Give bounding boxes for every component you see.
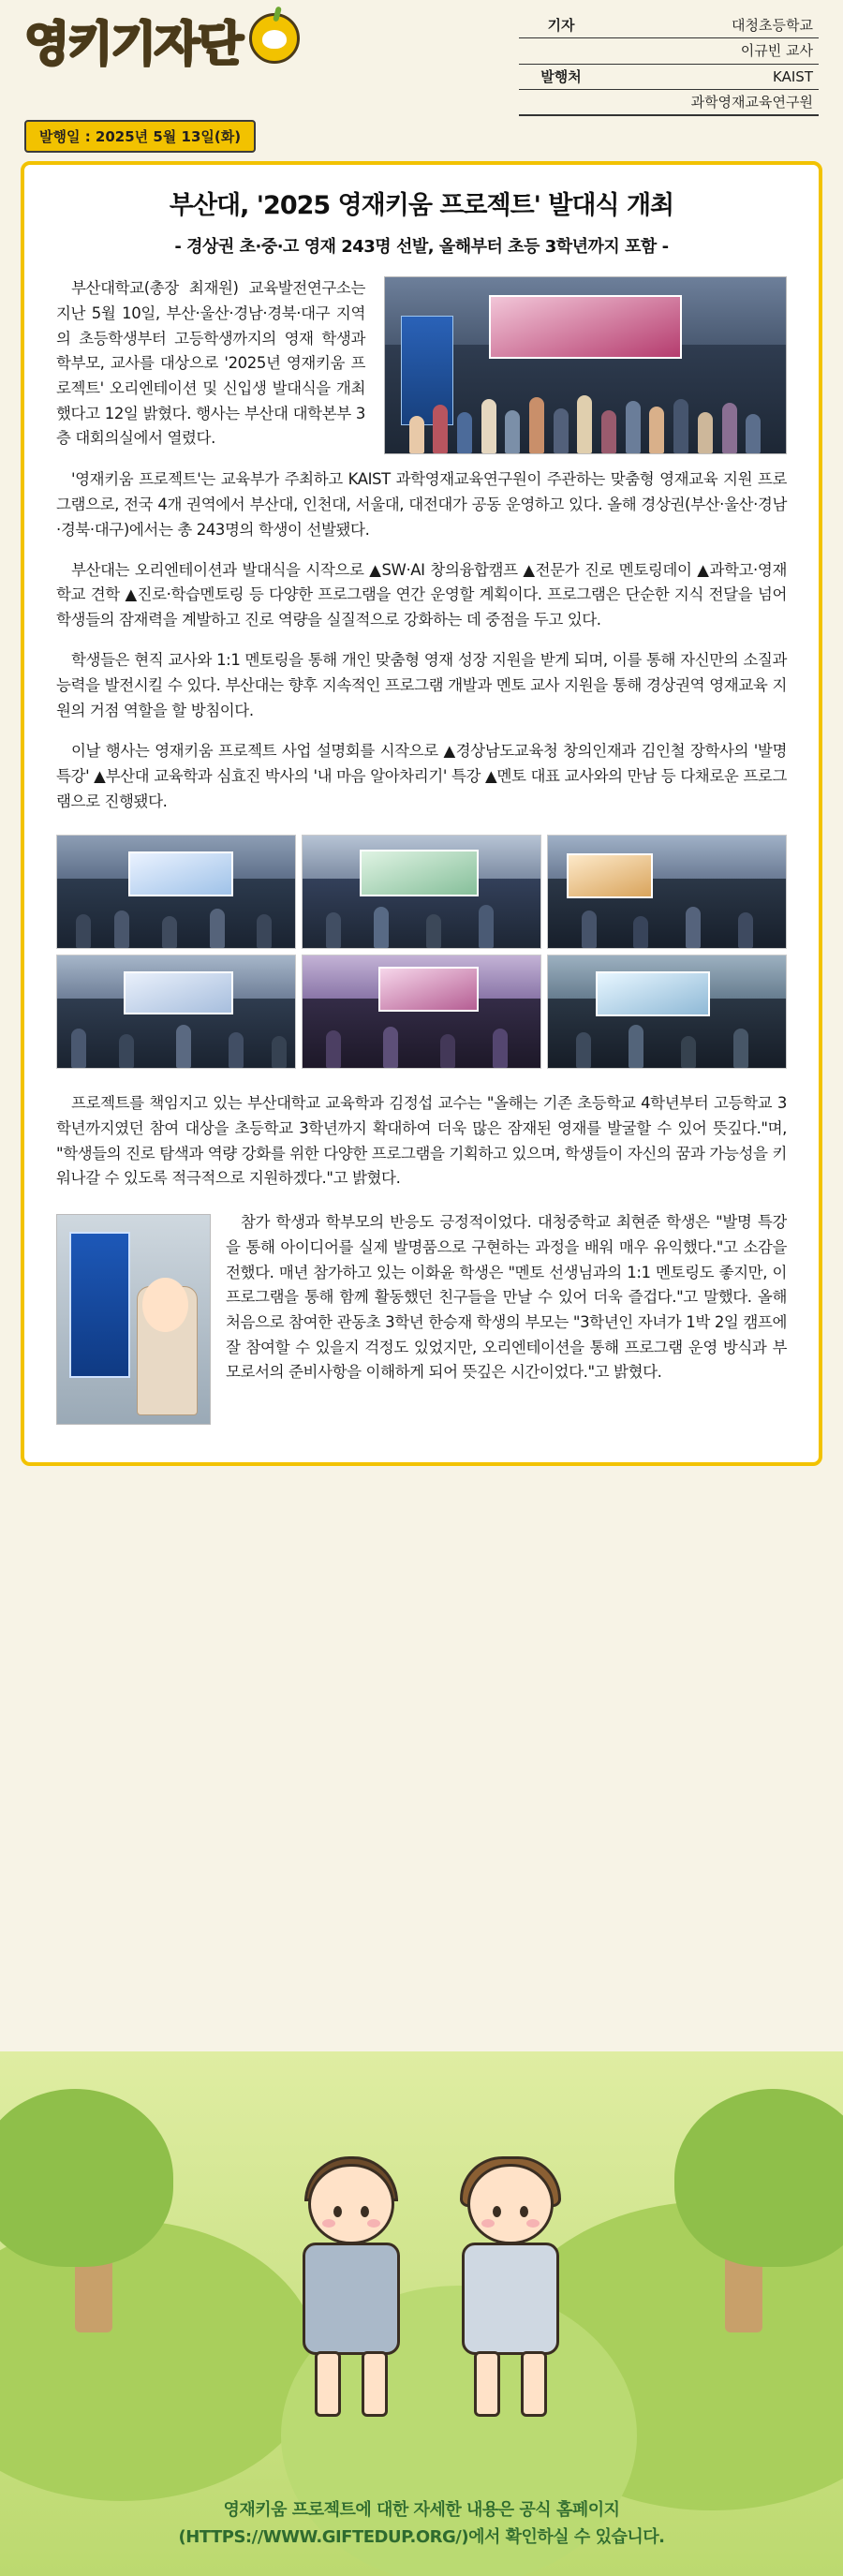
illustration-boy — [281, 2164, 422, 2445]
side-photo — [56, 1214, 211, 1425]
meta-value: 대청초등학교 — [603, 13, 819, 38]
article-paragraph: 프로젝트를 책임지고 있는 부산대학교 교육학과 김정섭 교수는 "올해는 기존 초등학교 4학년부터 고등학교 3학년까지였던 참여 대상을 초등학교 3학년까지 확대하여 더욱 많은 잠재된 영재를 발굴할 수 있어 뜻깊다."며, "학생들의 진로 탐색과 역량 강화를 위한 다양한 프로그램을 기획하고 있으며, 학생들이 자신의 꿈과 가능성을 키워나갈 수 있도록 적극적으로 지원하겠다."고 밝혔다. — [56, 1094, 787, 1188]
article-lead: 부산대학교(총장 최재원) 교육발전연구소는 지난 5월 10일, 부산·울산·경남·경북·대구 지역의 초등학생부터 고등학생까지의 영재 학생과 학부모, 교사를 대상으로 '2025년 영재키움 프로젝트' 오리엔테이션 및 신입생 발대식을 개최했다고 12일 밝혔다. 행사는 부산대 대학본부 3층 대회의실에서 열렸다. — [56, 279, 365, 448]
masthead-meta-table — [519, 13, 819, 116]
face-icon — [467, 2164, 554, 2244]
table-row — [519, 38, 819, 64]
footer-note-line1: 영재키움 프로젝트에 대한 자세한 내용은 공식 홈페이지 — [223, 2500, 620, 2521]
article-paragraph: 부산대는 오리엔테이션과 발대식을 시작으로 ▲SW·AI 창의융합캠프 ▲전문가 진로 멘토링데이 ▲과학고·영재학교 견학 ▲진로·학습멘토링 등 다양한 프로그램을 연간 운영할 계획이다. 프로그램은 단순한 지식 전달을 넘어 학생들의 잠재력을 계발하고 진로 역량을 실질적으로 강화하는 데 중점을 두고 있다. — [56, 560, 787, 629]
photo-grid — [56, 835, 787, 1069]
article-paragraph: 학생들은 현직 교사와 1:1 멘토링을 통해 개인 맞춤형 영재 성장 지원을 받게 되며, 이를 통해 자신만의 소질과 능력을 발전시킬 수 있다. 부산대는 향후 지속적인 프로그램 개발과 멘토 교사 지원을 통해 경상권역 영재교육 지원의 거점 역할을 할 방침이다. — [56, 651, 787, 719]
footer-illustration — [0, 2051, 843, 2576]
grid-photo — [547, 955, 787, 1069]
lead-block — [56, 276, 787, 454]
page-title: 부산대, '2025 영재키움 프로젝트' 발대식 개최 — [169, 191, 674, 220]
grid-photo — [547, 835, 787, 949]
lead-photo — [384, 276, 787, 454]
table-row — [519, 13, 819, 38]
publish-date-badge: 발행일 : 2025년 5월 13일(화) — [24, 120, 256, 153]
article-paragraph: '영재키움 프로젝트'는 교육부가 주최하고 KAIST 과학영재교육연구원이 주관하는 맞춤형 영재교육 지원 프로그램으로, 전국 4개 권역에서 부산대, 인천대, 서울대, 대전대가 공동 운영하고 있다. 올해 경상권(부산·울산·경남·경북·대구)에서는 총 243명의 학생이 선발됐다. — [56, 470, 787, 539]
uniform — [303, 2243, 400, 2355]
illustration-girl — [440, 2164, 581, 2445]
stage-screen — [489, 295, 681, 359]
footer-note-line2: (HTTPS://WWW.GIFTEDUP.ORG/)에서 확인하실 수 있습니다. — [178, 2527, 665, 2548]
grid-photo — [56, 835, 296, 949]
face-icon — [308, 2164, 394, 2244]
meta-value: 이규빈 교사 — [603, 38, 819, 64]
sprout-badge-icon — [249, 13, 300, 64]
meta-key — [519, 38, 603, 64]
table-row — [519, 64, 819, 89]
article-paragraph: 참가 학생과 학부모의 반응도 긍정적이었다. 대청중학교 최현준 학생은 "발명 특강을 통해 아이디어를 실제 발명품으로 구현하는 과정을 배워 매우 유익했다."고 소감을 전했다. 매년 참가하고 있는 이화윤 학생은 "멘토 선생님과의 1:1 멘토링도 좋지만, 이 프로그램을 통해 함께 활동했던 친구들을 만날 수 있어 더욱 즐겁다."고 말했다. 올해 처음으로 참여한 관동초 3학년 한승재 학생의 부모는 "3학년인 자녀가 1박 2일 캠프에 잘 참여할 수 있을지 걱정도 있었지만, 오리엔테이션을 통해 프로그램 운영 방식과 부모로서의 준비사항을 이해하게 되어 뜻깊은 시간이었다."고 밝혔다. — [226, 1213, 787, 1382]
page-header — [0, 0, 843, 169]
article-paragraph: 이날 행사는 영재키움 프로젝트 사업 설명회를 시작으로 ▲경상남도교육청 창의인재과 김인철 장학사의 '발명 특강' ▲부산대 교육학과 심효진 박사의 '내 마음 알아차리기' 특강 ▲멘토 대표 교사와의 만남 등 다채로운 프로그램으로 진행됐다. — [56, 742, 787, 810]
table-row — [519, 89, 819, 115]
masthead-title: 영키기자단 — [24, 17, 242, 71]
article-subhead: - 경상권 초·중·고 영재 243명 선발, 올해부터 초등 3학년까지 포함 - — [174, 237, 669, 258]
crowd — [385, 351, 786, 453]
masthead-logo — [24, 13, 300, 71]
meta-value: 과학영재교육연구원 — [603, 89, 819, 115]
meta-key: 기자 — [519, 13, 603, 38]
meta-key — [519, 89, 603, 115]
footer-note — [0, 2497, 843, 2552]
grid-photo — [302, 835, 541, 949]
grid-photo — [56, 955, 296, 1069]
closing-block — [56, 1210, 787, 1430]
uniform — [462, 2243, 559, 2355]
article-card — [21, 161, 822, 1466]
meta-key: 발행처 — [519, 64, 603, 89]
meta-value: KAIST — [603, 64, 819, 89]
grid-photo — [302, 955, 541, 1069]
